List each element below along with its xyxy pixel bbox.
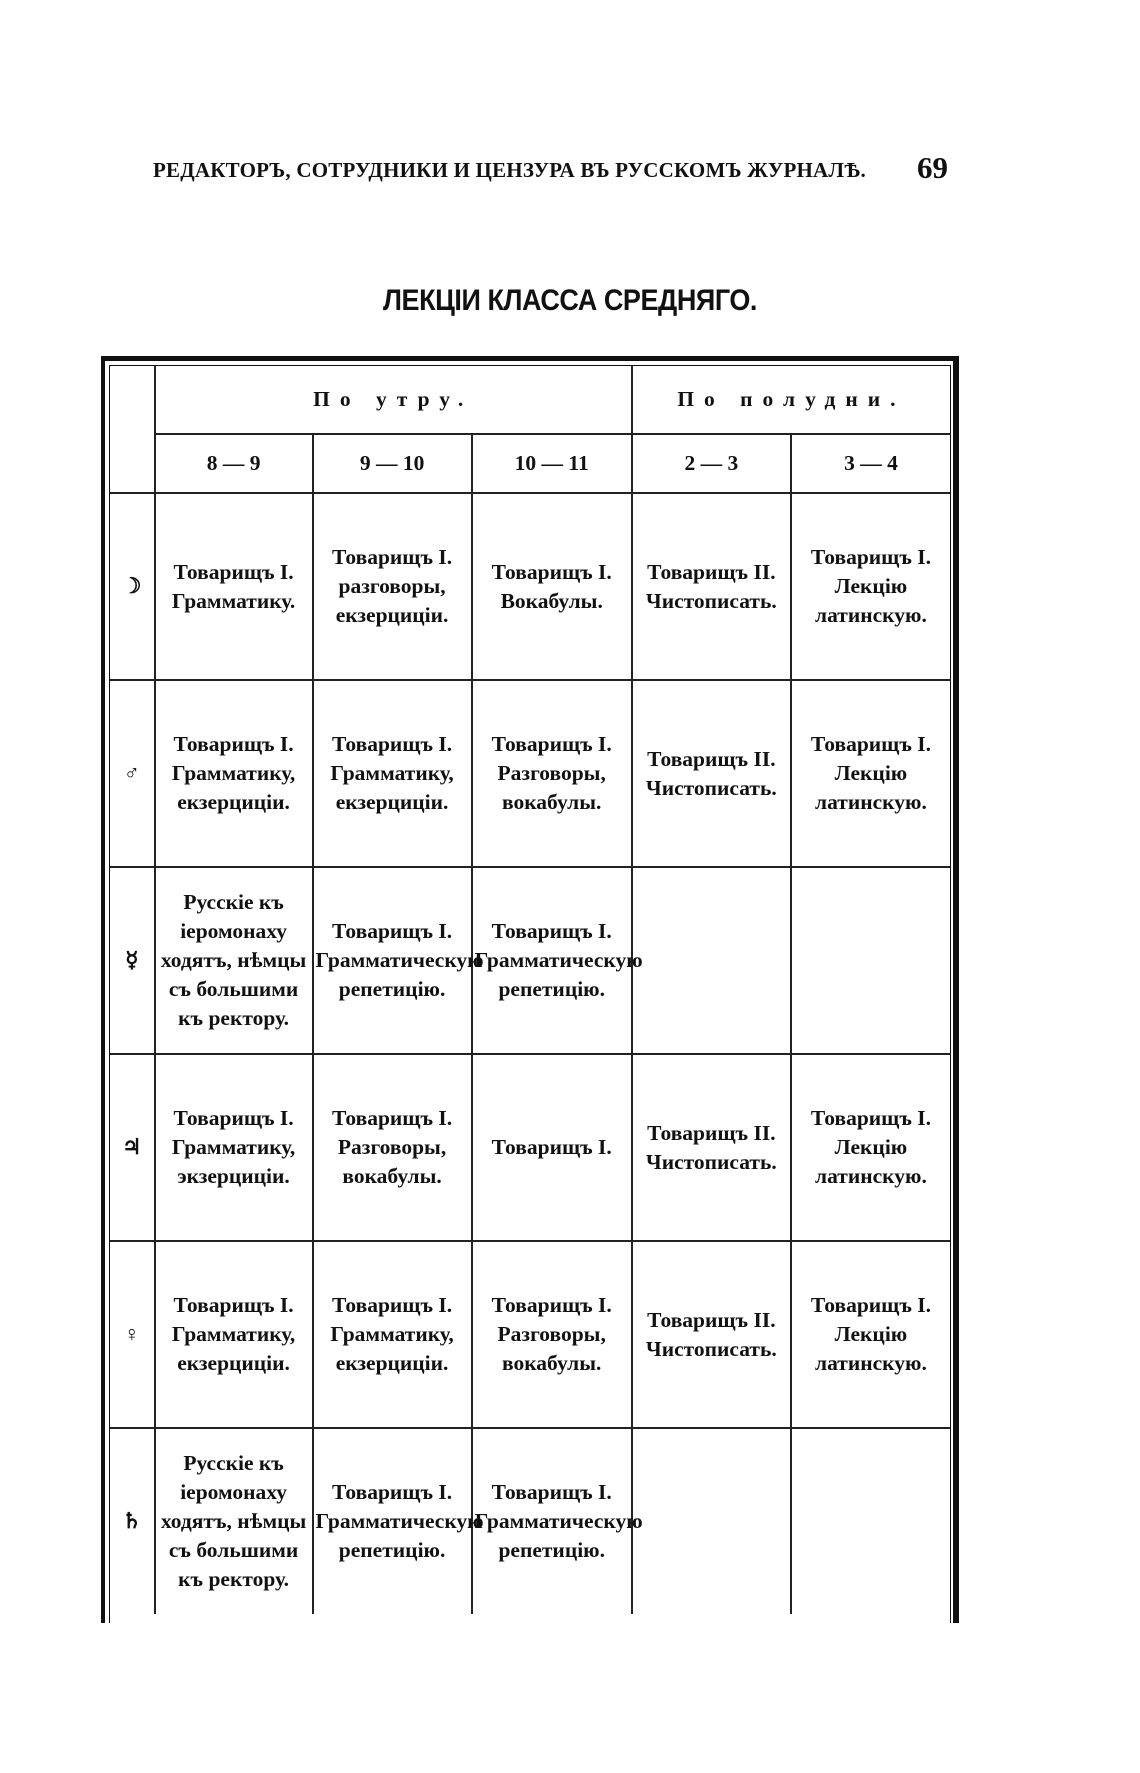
page-number: 69	[917, 150, 948, 185]
lesson-cell: Товарищъ I. Вокабулы.	[472, 493, 632, 680]
day-symbol: ♄	[110, 1428, 155, 1614]
lesson-cell: Товарищъ I. Грамматику, екзерциціи.	[313, 680, 472, 867]
running-title: РЕДАКТОРЪ, СОТРУДНИКИ И ЦЕНЗУРА ВЪ РУССКОМЪ ЖУРНАЛѢ.	[153, 158, 866, 182]
lesson-cell: Товарищъ I. Лекцію латинскую.	[791, 1054, 950, 1241]
table-row	[110, 1428, 950, 1614]
lesson-cell: Товарищъ I. Грамматику.	[155, 493, 313, 680]
lesson-cell	[791, 1428, 950, 1614]
lesson-cell: Товарищъ I.	[472, 1054, 632, 1241]
lesson-cell: Товарищъ I. Разговоры, вокабулы.	[472, 680, 632, 867]
lesson-cell: Товарищъ I. Грамматику, екзерциціи.	[155, 1241, 313, 1428]
day-symbol: ♃	[110, 1054, 155, 1241]
lesson-cell: Товарищъ I. Грамматическую репетицію.	[472, 867, 632, 1054]
table-row	[110, 1054, 950, 1241]
lesson-cell: Товарищъ I. Грамматику, екзерциціи.	[155, 680, 313, 867]
lesson-cell: Товарищъ I. Грамматику, экзерциціи.	[155, 1054, 313, 1241]
corner-cell	[110, 366, 155, 493]
lesson-cell	[632, 867, 791, 1054]
lesson-cell: Товарищъ II. Чистописать.	[632, 493, 791, 680]
lesson-cell: Товарищъ I. Грамматическую репетицію.	[313, 867, 472, 1054]
lesson-cell: Русскіе къ іеромонаху ходятъ, нѣмцы съ большими къ ректору.	[155, 1428, 313, 1614]
day-symbol: ☿	[110, 867, 155, 1054]
day-symbol: ♂	[110, 680, 155, 867]
day-symbol: ☽	[110, 493, 155, 680]
lesson-cell: Товарищъ I. Разговоры, вокабулы.	[472, 1241, 632, 1428]
table-title: ЛЕКЦІИ КЛАССА СРЕДНЯГО.	[383, 284, 757, 317]
lesson-cell: Товарищъ I. Грамматику, екзерциціи.	[313, 1241, 472, 1428]
hour-header: 3 — 4	[791, 434, 950, 493]
table-row	[110, 680, 950, 867]
table-row	[110, 1241, 950, 1428]
lesson-cell: Товарищъ I. разговоры, екзерциціи.	[313, 493, 472, 680]
table-row	[110, 493, 950, 680]
lesson-cell: Товарищъ I. Грамматическую репетицію.	[313, 1428, 472, 1614]
hour-header: 2 — 3	[632, 434, 791, 493]
lesson-cell: Товарищъ II. Чистописать.	[632, 680, 791, 867]
hour-header: 9 — 10	[313, 434, 472, 493]
lesson-cell: Товарищъ I. Разговоры, вокабулы.	[313, 1054, 472, 1241]
table-row	[110, 867, 950, 1054]
group-header-morning: По утру.	[155, 366, 632, 434]
day-symbol: ♀	[110, 1241, 155, 1428]
lesson-cell: Товарищъ I. Лекцію латинскую.	[791, 1241, 950, 1428]
running-head	[153, 150, 948, 190]
lesson-cell: Товарищъ I. Лекцію латинскую.	[791, 493, 950, 680]
schedule-table-frame	[101, 356, 959, 1623]
lesson-cell: Товарищъ I. Грамматическую репетицію.	[472, 1428, 632, 1614]
lesson-cell: Товарищъ II. Чистописать.	[632, 1054, 791, 1241]
schedule-table	[110, 366, 950, 1614]
lesson-cell: Товарищъ II. Чистописать.	[632, 1241, 791, 1428]
lesson-cell	[632, 1428, 791, 1614]
lesson-cell	[791, 867, 950, 1054]
lesson-cell: Русскіе къ іеромонаху ходятъ, нѣмцы съ большими къ ректору.	[155, 867, 313, 1054]
group-header-afternoon: По полудни.	[632, 366, 950, 434]
hour-header: 8 — 9	[155, 434, 313, 493]
hour-header: 10 — 11	[472, 434, 632, 493]
lesson-cell: Товарищъ I. Лекцію латинскую.	[791, 680, 950, 867]
